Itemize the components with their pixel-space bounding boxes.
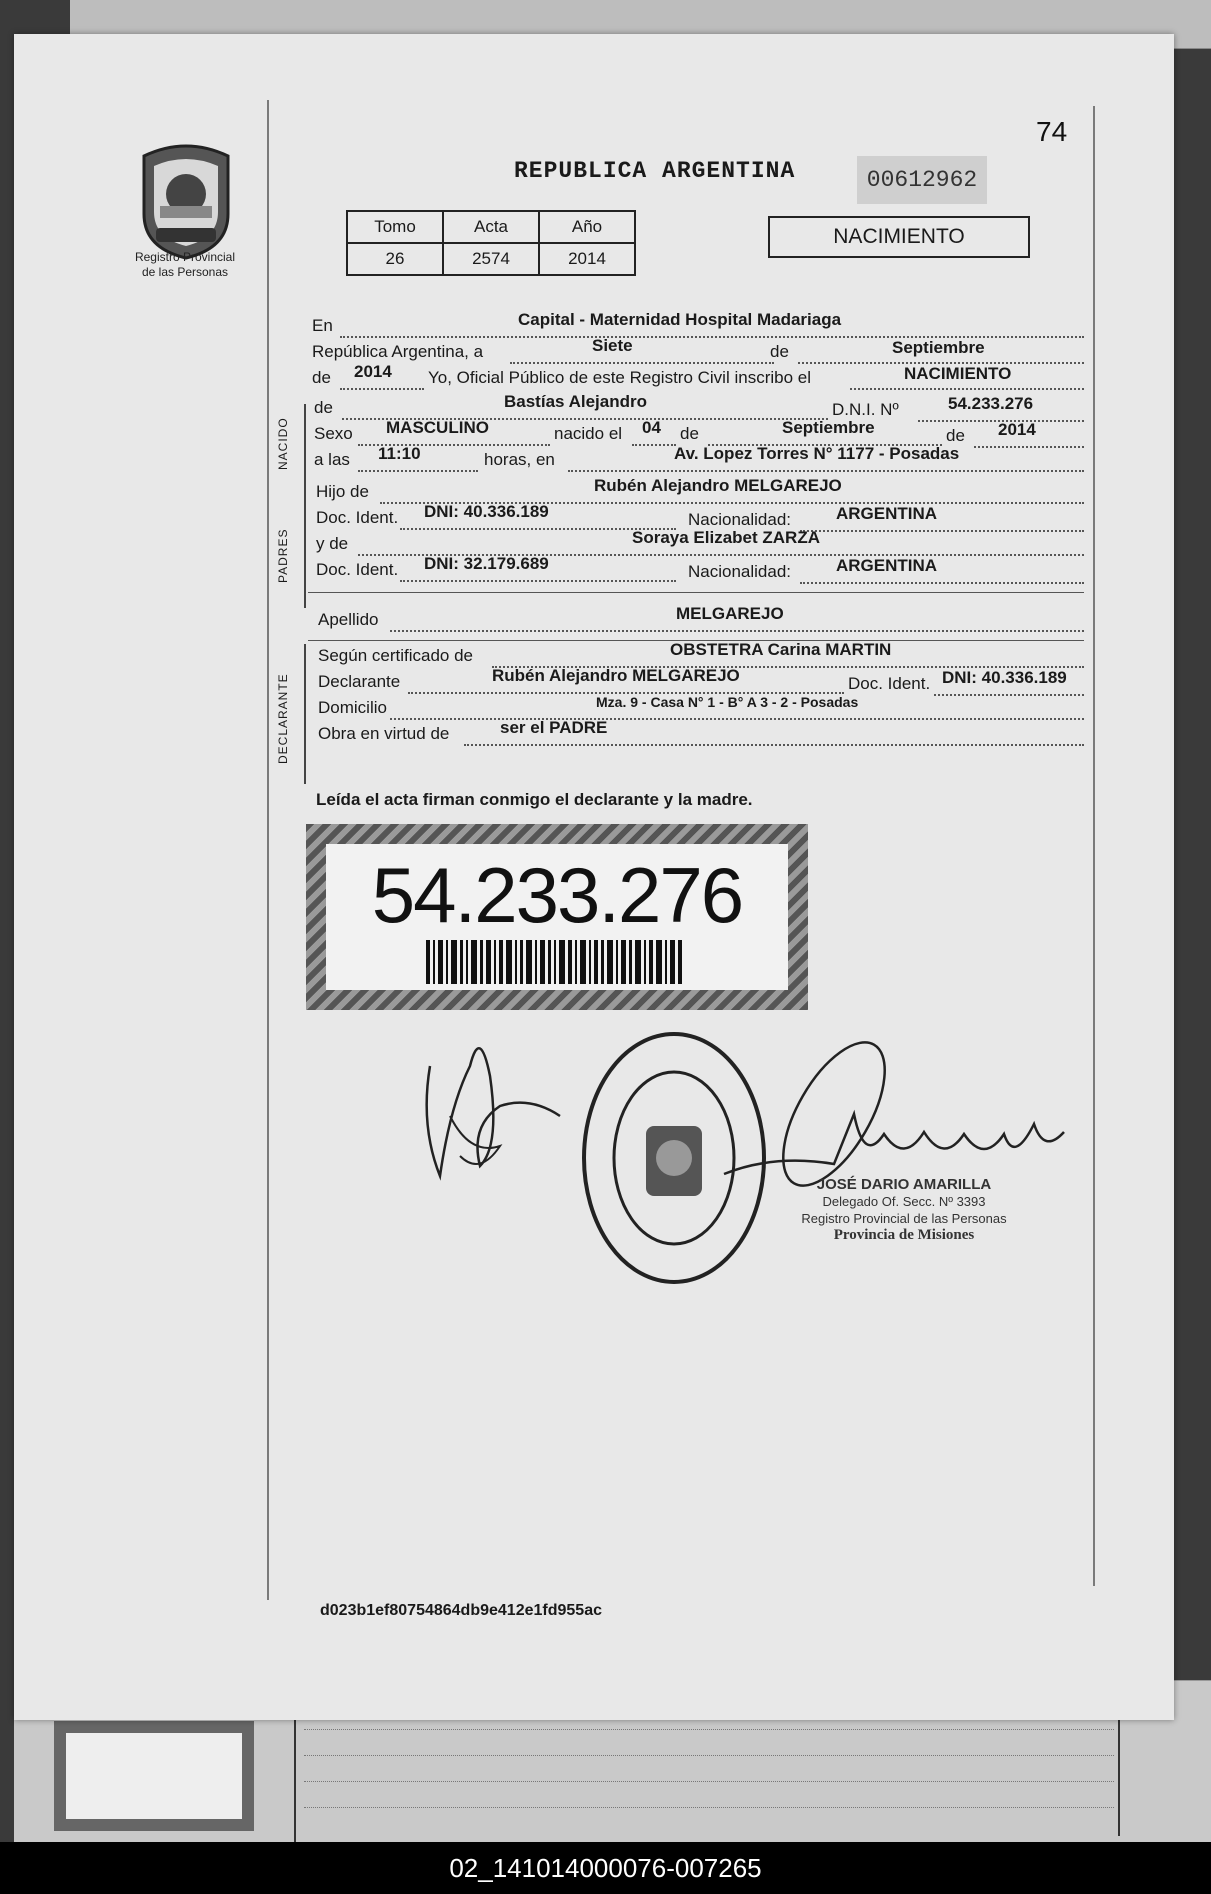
field-dni: 54.233.276 — [948, 394, 1034, 413]
official-title: Delegado Of. Secc. Nº 3393 — [822, 1194, 986, 1209]
section-bar-declarante — [304, 644, 306, 784]
official-stamp-text — [754, 1176, 1054, 1244]
field-certificado: OBSTETRA Carina MARTIN — [670, 640, 892, 659]
label-a-las: a las — [314, 450, 350, 469]
label-republica: República Argentina, a — [312, 342, 484, 361]
label-decl-doc: Doc. Ident. — [848, 674, 931, 693]
registry-line2: de las Personas — [141, 265, 229, 279]
label-doc-ident: Doc. Ident. — [316, 560, 399, 579]
field-nac-dia: 04 — [642, 418, 661, 437]
serial-number: 00612962 — [857, 156, 987, 204]
label-en: En — [312, 316, 333, 335]
record-type-box: NACIMIENTO — [768, 216, 1030, 258]
field-padre-nacionalidad: ARGENTINA — [836, 504, 938, 523]
label-hijo-de: Hijo de — [316, 482, 369, 501]
dni-number-large: 54.233.276 — [371, 851, 743, 939]
label-nacionalidad: Nacionalidad: — [688, 562, 792, 581]
label-segun-certificado: Según certificado de — [318, 646, 473, 665]
dni-sticker — [306, 824, 808, 1010]
table-header-anio: Año — [539, 211, 635, 243]
field-sexo: MASCULINO — [386, 418, 489, 437]
field-hora: 11:10 — [378, 444, 421, 463]
label-de: de — [770, 342, 789, 361]
field-anio: 2014 — [354, 362, 392, 381]
label-horas-en: horas, en — [484, 450, 555, 469]
record-reference-table — [346, 210, 636, 276]
field-nac-mes: Septiembre — [782, 418, 875, 437]
label-doc-ident: Doc. Ident. — [316, 508, 399, 527]
underlying-line — [304, 1729, 1114, 1730]
field-mes: Septiembre — [892, 338, 985, 357]
field-declarante: Rubén Alejandro MELGAREJO — [492, 666, 740, 685]
underlying-frame — [54, 1721, 254, 1831]
label-nacido-el: nacido el — [554, 424, 623, 443]
label-y-de: y de — [316, 534, 349, 553]
underlying-line — [304, 1781, 1114, 1782]
field-padre: Rubén Alejandro MELGAREJO — [594, 476, 842, 495]
label-apellido: Apellido — [318, 610, 379, 629]
country-title: REPUBLICA ARGENTINA — [514, 158, 796, 184]
label-declarante: Declarante — [318, 672, 401, 691]
section-label-declarante: DECLARANTE — [276, 673, 290, 765]
official-office: Registro Provincial de las Personas — [801, 1211, 1007, 1226]
field-madre: Soraya Elizabet ZARZA — [632, 528, 820, 547]
field-lugar-nacimiento: Av. Lopez Torres N° 1177 - Posadas — [674, 444, 960, 463]
field-domicilio: Mza. 9 - Casa N° 1 - B° A 3 - 2 - Posadas — [596, 694, 859, 710]
section-bar-padres — [304, 498, 306, 608]
dni-sticker-inner — [326, 844, 788, 990]
label-oficial: Yo, Oficial Público de este Registro Civil inscribo el — [428, 368, 811, 387]
label-de: de — [946, 426, 965, 445]
field-obra: ser el PADRE — [500, 718, 608, 737]
table-header-acta: Acta — [443, 211, 539, 243]
label-de: de — [312, 368, 331, 387]
closing-statement: Leída el acta firman conmigo el declarante y la madre. — [316, 790, 753, 809]
table-header-tomo: Tomo — [347, 211, 443, 243]
field-madre-doc: DNI: 32.179.689 — [424, 554, 549, 573]
barcode-icon — [426, 940, 686, 984]
table-value-acta: 2574 — [443, 243, 539, 275]
label-de: de — [314, 398, 333, 417]
divider-line — [308, 592, 1084, 593]
image-caption: 02_141014000076-007265 — [0, 1842, 1211, 1894]
left-margin-line — [267, 100, 269, 1600]
document-hash: d023b1ef80754864db9e412e1fd955ac — [320, 1602, 602, 1619]
section-label-padres: PADRES — [276, 528, 290, 584]
page-number: 74 — [1036, 116, 1068, 147]
field-line — [510, 342, 774, 364]
official-name: JOSÉ DARIO AMARILLA — [816, 1176, 992, 1193]
table-value-anio: 2014 — [539, 243, 635, 275]
registry-logo-caption — [110, 250, 260, 280]
label-nacionalidad: Nacionalidad: — [688, 510, 792, 529]
label-de: de — [680, 424, 699, 443]
label-dni: D.N.I. Nº — [832, 400, 899, 419]
field-nac-anio: 2014 — [998, 420, 1036, 439]
signature-icon — [410, 1006, 570, 1196]
field-lugar-registro: Capital - Maternidad Hospital Madariaga — [518, 310, 842, 329]
underlying-line — [304, 1807, 1114, 1808]
right-margin-line — [1093, 106, 1095, 1586]
field-apellido: MELGAREJO — [676, 604, 784, 623]
birth-certificate-page — [14, 34, 1174, 1720]
registry-line1: Registro Provincial — [134, 250, 236, 264]
label-domicilio: Domicilio — [318, 698, 387, 717]
underlying-line — [304, 1755, 1114, 1756]
table-value-tomo: 26 — [347, 243, 443, 275]
label-sexo: Sexo — [314, 424, 353, 443]
label-obra: Obra en virtud de — [318, 724, 450, 743]
field-dia: Siete — [592, 336, 633, 355]
field-padre-doc: DNI: 40.336.189 — [424, 502, 549, 521]
field-madre-nacionalidad: ARGENTINA — [836, 556, 938, 575]
section-label-nacido: NACIDO — [276, 417, 290, 471]
official-province: Provincia de Misiones — [833, 1227, 975, 1243]
field-decl-doc: DNI: 40.336.189 — [942, 668, 1067, 687]
field-inscribo: NACIMIENTO — [904, 364, 1012, 383]
field-nombre: Bastías Alejandro — [504, 392, 647, 411]
province-coat-of-arms-icon — [134, 136, 238, 260]
